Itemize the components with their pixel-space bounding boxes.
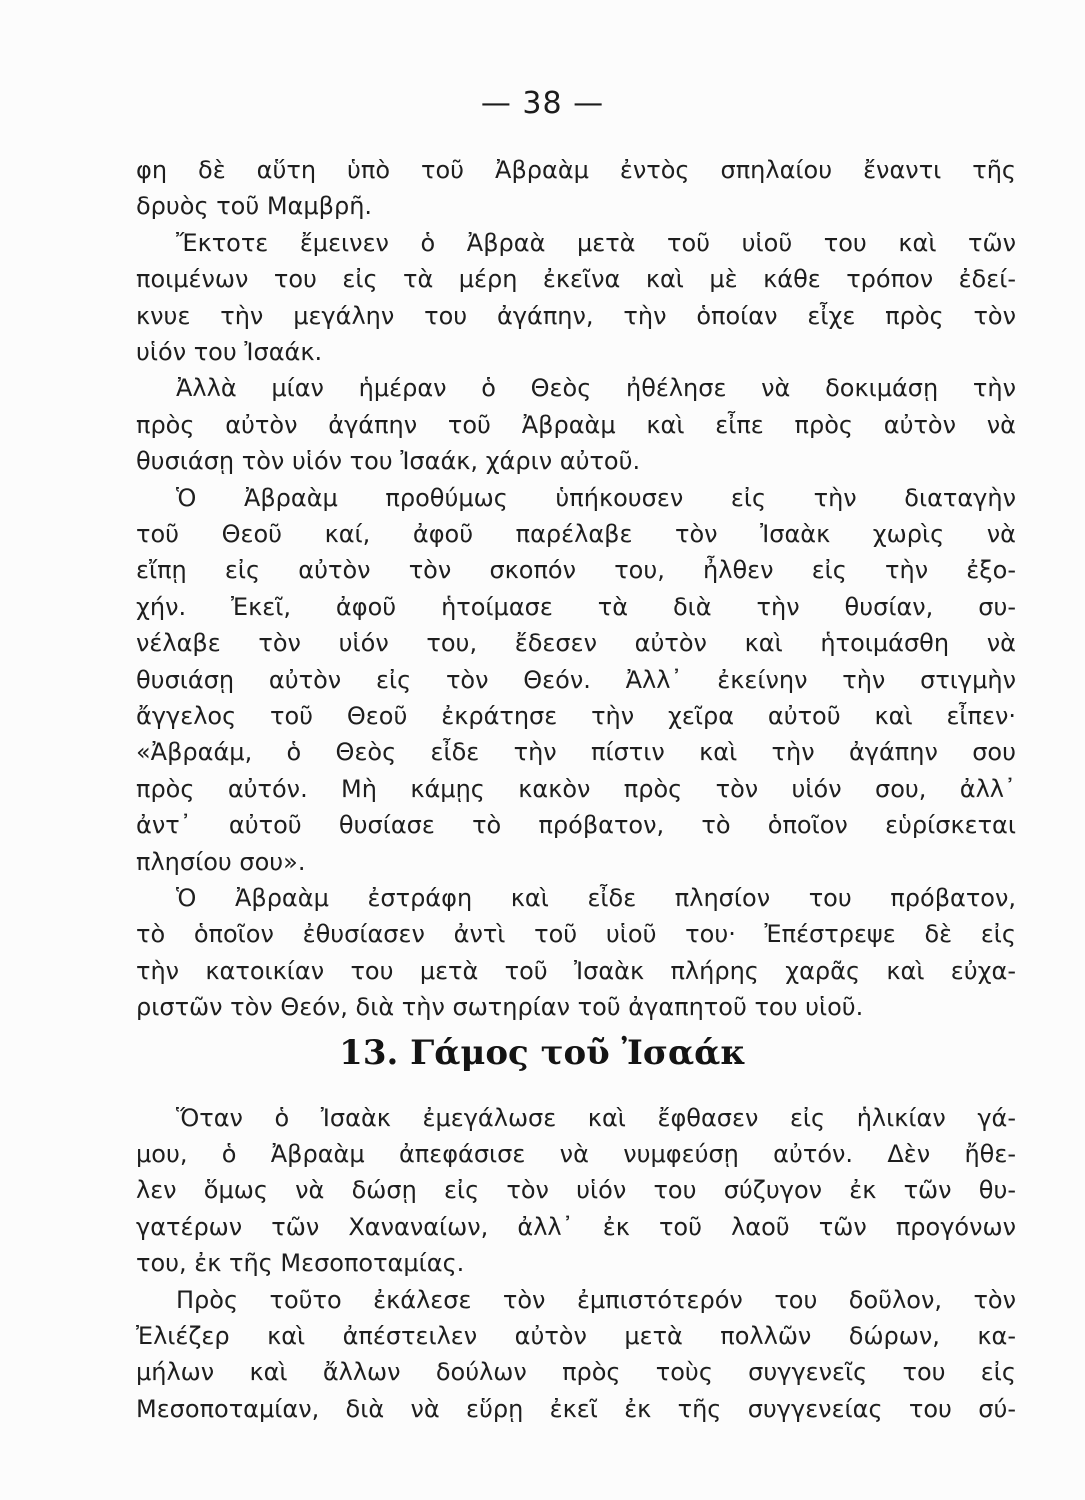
text-line: «Ἀβραάμ, ὁ Θεὸς εἶδε τὴν πίστιν καὶ τὴν ἀγάπην σου [136, 738, 1016, 767]
text-line: μου, ὁ Ἀβραὰμ ἀπεφάσισε νὰ νυμφεύσῃ αὐτόν. Δὲν ἤθε- [136, 1140, 1016, 1168]
text-line: τὸ ὁποῖον ἐθυσίασεν ἀντὶ τοῦ υἱοῦ του· Ἐπέστρεψε δὲ εἰς [136, 920, 1016, 949]
text-line: πρὸς αὐτὸν ἀγάπην τοῦ Ἀβραὰμ καὶ εἶπε πρὸς αὐτὸν νὰ [136, 410, 1016, 439]
text-line: Μεσοποταμίαν, διὰ νὰ εὕρῃ ἐκεῖ ἐκ τῆς συγγενείας του σύ- [136, 1394, 1016, 1423]
text-line: Ἐλιέζερ καὶ ἀπέστειλεν αὐτὸν μετὰ πολλῶν δώρων, κα- [136, 1322, 1016, 1350]
text-line: Ἔκτοτε ἔμεινεν ὁ Ἀβραὰ μετὰ τοῦ υἱοῦ του καὶ τῶν [176, 228, 1016, 257]
text-line: εἴπῃ εἰς αὐτὸν τὸν σκοπόν του, ἦλθεν εἰς τὴν ἐξο- [136, 556, 1016, 585]
text-line: Ὁ Ἀβραὰμ προθύμως ὑπήκουσεν εἰς τὴν διαταγὴν [176, 483, 1016, 512]
text-line: κνυε τὴν μεγάλην του ἀγάπην, τὴν ὁποίαν εἶχε πρὸς τὸν [136, 301, 1016, 330]
text-line: Ὅταν ὁ Ἰσαὰκ ἐμεγάλωσε καὶ ἔφθασεν εἰς ἡλικίαν γά- [176, 1103, 1016, 1132]
text-line: υἱόν του Ἰσαάκ. [136, 338, 323, 366]
text-line: θυσιάσῃ αὐτὸν εἰς τὸν Θεόν. Ἀλλ᾽ ἐκείνην τὴν στιγμὴν [136, 665, 1016, 694]
text-line: ριστῶν τὸν Θεόν, διὰ τὴν σωτηρίαν τοῦ ἀγαπητοῦ του υἱοῦ. [136, 993, 864, 1022]
section-title: 13. Γάμος τοῦ Ἰσαάκ [339, 1032, 746, 1073]
page-number: — 38 — [480, 86, 605, 121]
text-line: χήν. Ἐκεῖ, ἀφοῦ ἡτοίμασε τὰ διὰ τὴν θυσίαν, συ- [136, 592, 1016, 621]
text-line: πρὸς αὐτόν. Μὴ κάμῃς κακὸν πρὸς τὸν υἱόν σου, ἀλλ᾽ [136, 774, 1016, 803]
text-line: πλησίου σου». [136, 847, 306, 876]
text-line: λεν ὅμως νὰ δώσῃ εἰς τὸν υἱόν του σύζυγον ἐκ τῶν θυ- [136, 1176, 1016, 1205]
text-line: ποιμένων του εἰς τὰ μέρη ἐκεῖνα καὶ μὲ κάθε τρόπον ἐδεί- [136, 265, 1016, 294]
text-line: ἄγγελος τοῦ Θεοῦ ἐκράτησε τὴν χεῖρα αὐτοῦ καὶ εἶπεν· [136, 702, 1016, 730]
text-line: τὴν κατοικίαν του μετὰ τοῦ Ἰσαὰκ πλήρης χαρᾶς καὶ εὐχα- [136, 956, 1016, 985]
text-line: μήλων καὶ ἄλλων δούλων πρὸς τοὺς συγγενεῖς του εἰς [136, 1358, 1016, 1387]
text-line: φη δὲ αὕτη ὑπὸ τοῦ Ἀβραὰμ ἐντὸς σπηλαίου ἔναντι τῆς [136, 156, 1016, 184]
text-line: του, ἐκ τῆς Μεσοποταμίας. [136, 1249, 465, 1278]
text-line: δρυὸς τοῦ Μαμβρῆ. [136, 192, 373, 221]
text-line: Ὁ Ἀβραὰμ ἐστράφη καὶ εἶδε πλησίον του πρόβατον, [176, 884, 1016, 912]
text-line: ἀντ᾽ αὐτοῦ θυσίασε τὸ πρόβατον, τὸ ὁποῖον εὑρίσκεται [136, 811, 1016, 840]
text-line: Ἀλλὰ μίαν ἡμέραν ὁ Θεὸς ἠθέλησε νὰ δοκιμάσῃ τὴν [176, 374, 1016, 403]
text-line: νέλαβε τὸν υἱόν του, ἔδεσεν αὐτὸν καὶ ἡτοιμάσθη νὰ [136, 629, 1016, 658]
text-line: θυσιάσῃ τὸν υἱόν του Ἰσαάκ, χάριν αὐτοῦ. [136, 447, 641, 476]
text-line: τοῦ Θεοῦ καί, ἀφοῦ παρέλαβε τὸν Ἰσαὰκ χωρὶς νὰ [136, 520, 1016, 548]
text-line: γατέρων τῶν Χαναναίων, ἀλλ᾽ ἐκ τοῦ λαοῦ τῶν προγόνων [136, 1212, 1016, 1241]
text-line: Πρὸς τοῦτο ἐκάλεσε τὸν ἐμπιστότερόν του δοῦλον, τὸν [176, 1285, 1016, 1314]
